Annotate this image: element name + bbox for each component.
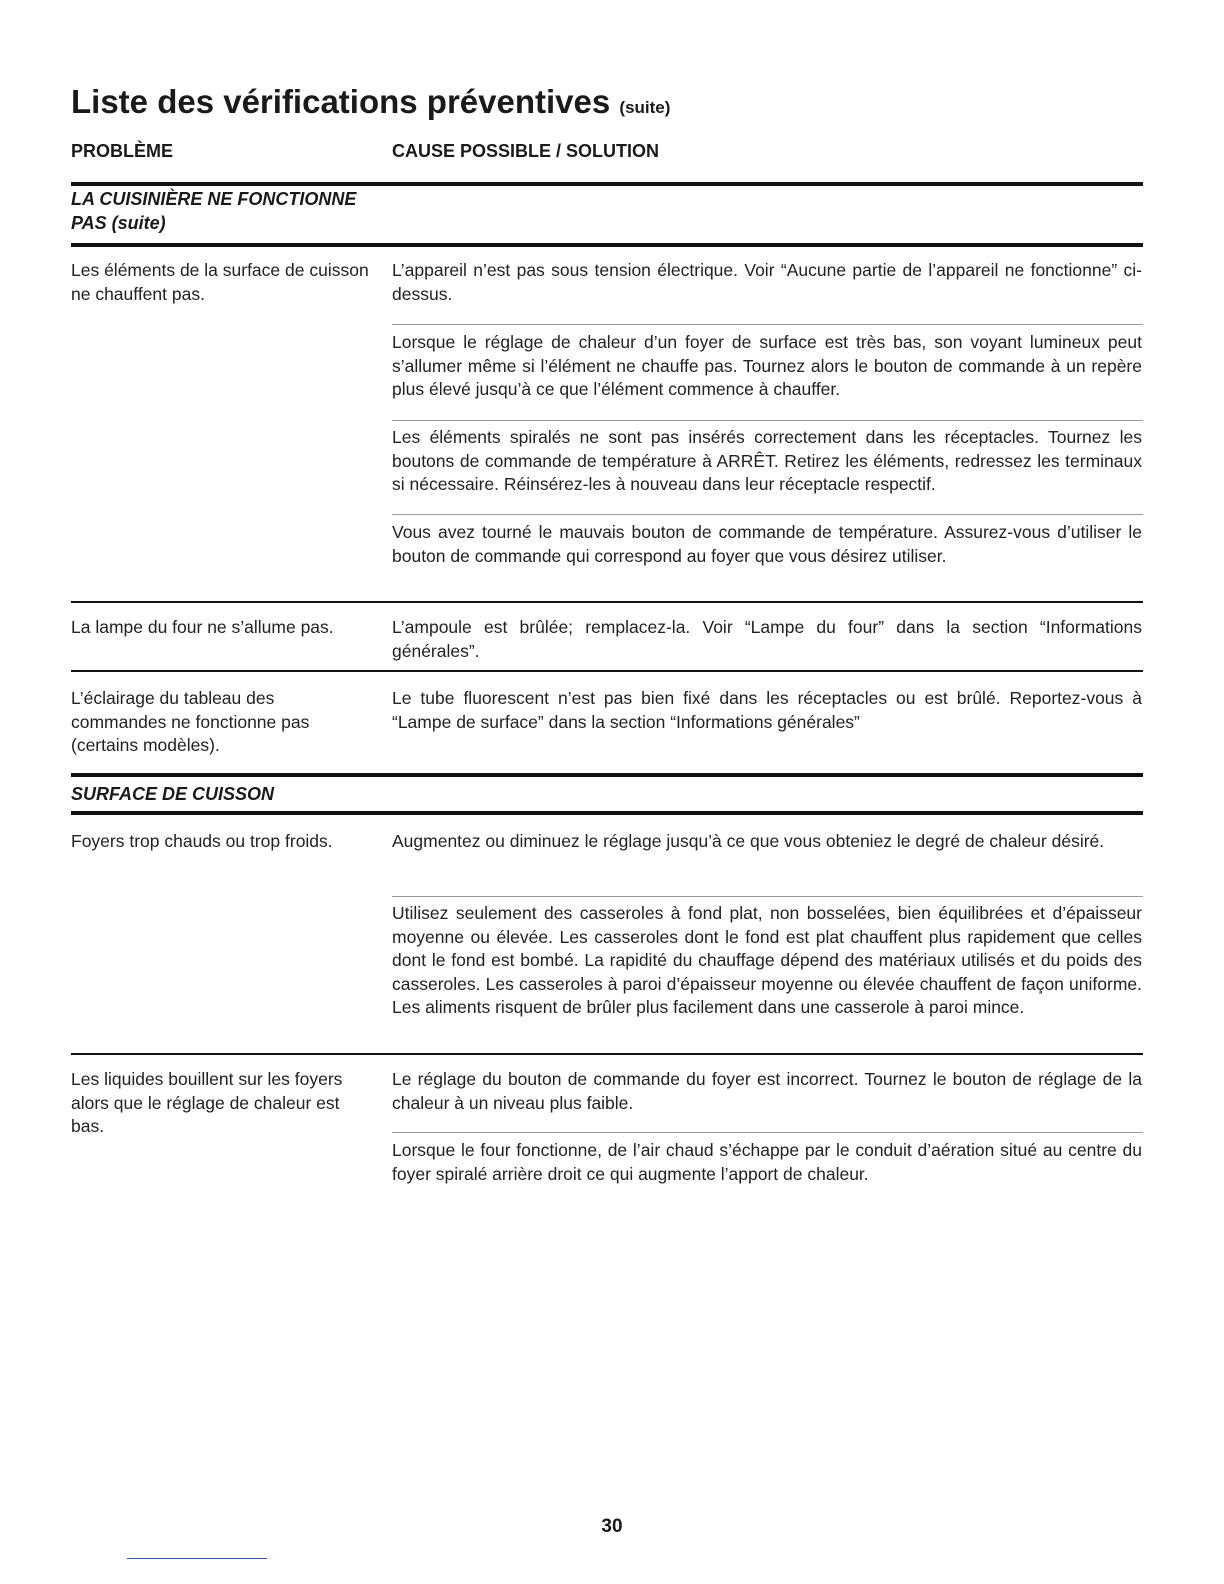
category-heading-line: LA CUISINIÈRE NE FONCTIONNE	[71, 189, 357, 209]
solution-text: L’appareil n’est pas sous tension électrique. Voir “Aucune partie de l’appareil ne fonctionne” ci-dessus.	[392, 260, 1142, 304]
footer-link-underline	[127, 1558, 267, 1559]
category-heading-line: PAS (suite)	[71, 213, 166, 233]
problem-text: L’éclairage du tableau des commandes ne fonctionne pas (certains modèles).	[71, 688, 310, 755]
solution-text: Les éléments spiralés ne sont pas insérés correctement dans les réceptacles. Tournez les boutons de commande de température à ARRÊT. Retirez les éléments, redressez les terminaux si nécessaire. Réinsérez-les à nouveau dans leur réceptacle respectif.	[392, 427, 1142, 494]
column-header-problem: PROBLÈME	[71, 141, 174, 161]
solution-text: Lorsque le four fonctionne, de l’air chaud s’échappe par le conduit d’aération situé au centre du foyer spiralé arrière droit ce qui augmente l’apport de chaleur.	[392, 1140, 1142, 1184]
solution-text: Le réglage du bouton de commande du foyer est incorrect. Tournez le bouton de réglage de la chaleur à un niveau plus faible.	[392, 1069, 1142, 1113]
category-divider	[71, 773, 1143, 777]
row-divider	[71, 670, 1143, 672]
page-number: 30	[601, 1516, 623, 1537]
page-title-suffix: (suite)	[619, 98, 671, 117]
page-title	[71, 83, 670, 121]
category-divider	[71, 811, 1143, 815]
solution-text: Augmentez ou diminuez le réglage jusqu’à ce que vous obteniez le degré de chaleur désiré.	[392, 831, 1105, 851]
solution-text: Utilisez seulement des casseroles à fond plat, non bosselées, bien équilibrées et d’épaisseur moyenne ou élevée. Les casseroles dont le fond est plat chauffent plus rapidement que celles dont le fond est bombé. La rapidité du chauffage dépend des matériaux utilisés et du poids des casseroles. Les casseroles à paroi d’épaisseur moyenne ou élevée chauffent de façon uniforme. Les aliments risquent de brûler plus facilement dans une casserole à paroi mince.	[392, 903, 1142, 1017]
solution-divider	[392, 514, 1143, 515]
problem-text: Les liquides bouillent sur les foyers alors que le réglage de chaleur est bas.	[71, 1069, 343, 1136]
solution-text: Vous avez tourné le mauvais bouton de commande de température. Assurez-vous d’utiliser le bouton de commande qui correspond au foyer que vous désirez utiliser.	[392, 522, 1142, 566]
row-divider	[71, 1053, 1143, 1055]
problem-text: Les éléments de la surface de cuisson ne chauffent pas.	[71, 260, 369, 304]
category-heading-cooktop: SURFACE DE CUISSON	[71, 784, 275, 804]
solution-text: Le tube fluorescent n’est pas bien fixé dans les réceptacles ou est brûlé. Reportez-vous à “Lampe de surface” dans la section “Informations générales”	[392, 688, 1142, 732]
solution-divider	[392, 420, 1143, 421]
solution-text: Lorsque le réglage de chaleur d’un foyer de surface est très bas, son voyant lumineux peut s’allumer même si l’élément ne chauffe pas. Tournez alors le bouton de commande à un repère plus élevé jusqu’à ce que l’élément commence à chauffer.	[392, 332, 1142, 399]
page-title-text: Liste des vérifications préventives	[71, 83, 611, 120]
header-divider	[71, 182, 1143, 186]
category-divider	[71, 243, 1143, 247]
solution-divider	[392, 324, 1143, 325]
row-divider	[71, 601, 1143, 603]
problem-text: La lampe du four ne s’allume pas.	[71, 617, 334, 637]
solution-divider	[392, 1132, 1143, 1133]
solution-divider	[392, 896, 1143, 897]
category-heading-range-not-working	[71, 187, 356, 235]
column-header-solution: CAUSE POSSIBLE / SOLUTION	[392, 141, 660, 161]
solution-text: L’ampoule est brûlée; remplacez-la. Voir “Lampe du four” dans la section “Informations générales”.	[392, 617, 1142, 661]
problem-text: Foyers trop chauds ou trop froids.	[71, 831, 333, 851]
